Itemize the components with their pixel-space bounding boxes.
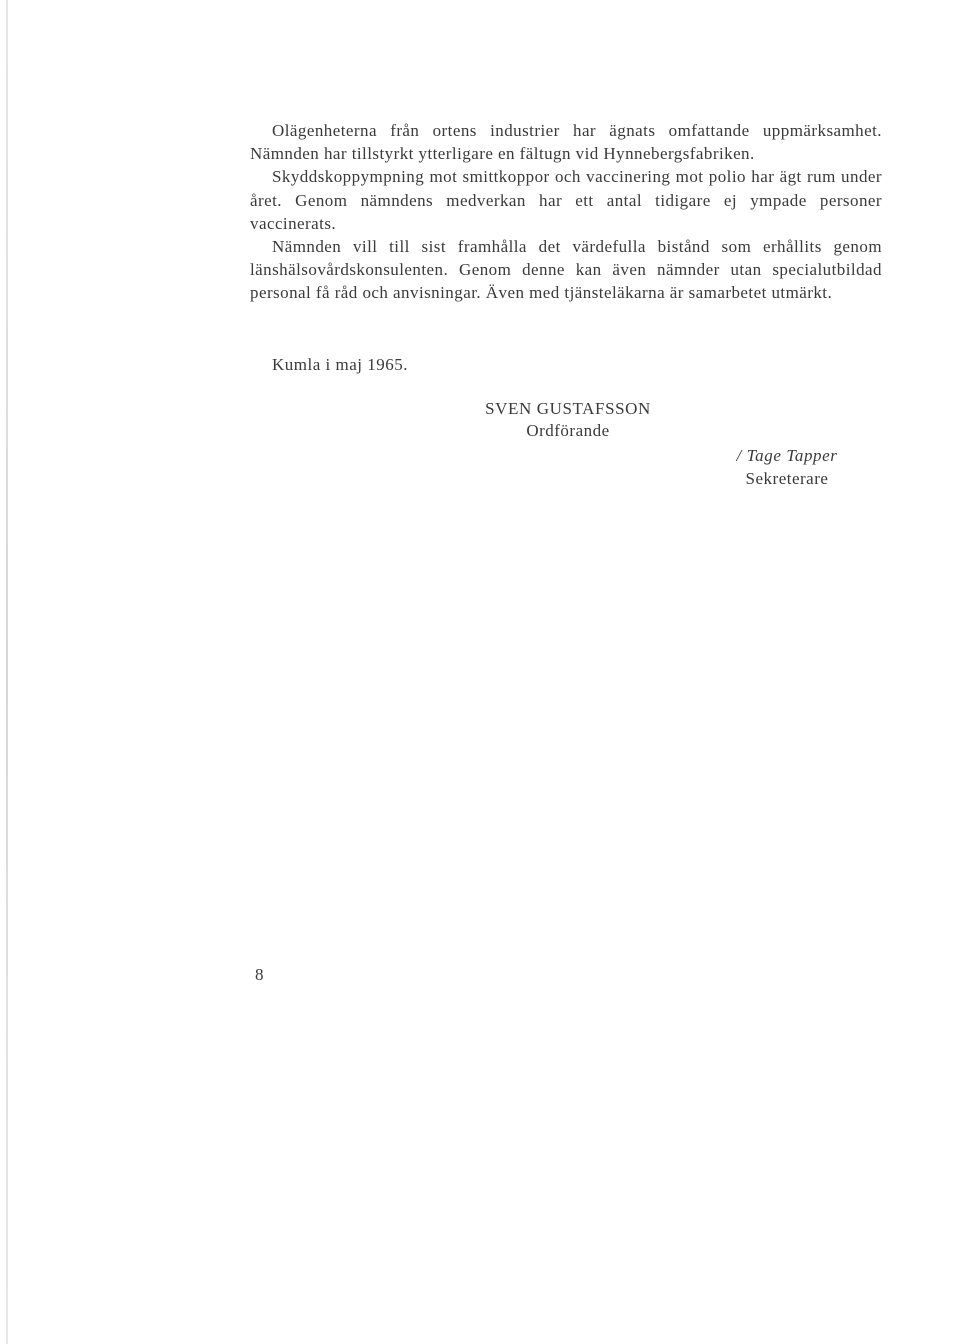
paragraph-vaccination: Skyddskoppympning mot smittkoppor och vaccinering mot polio har ägt rum under året. Genom nämndens medverkan har ett antal tidigare ej ympade personer vaccinerats. xyxy=(250,167,882,233)
chairman-name: SVEN GUSTAFSSON xyxy=(485,399,651,418)
page-number: 8 xyxy=(255,965,264,984)
paragraph-industry: Olägenheterna från ortens industrier har ägnats omfattande uppmärksamhet. Nämnden har tillstyrkt ytterligare en fältugn vid Hynnebergsfabriken. xyxy=(250,121,882,164)
secretary-signature: / Tage Tapper xyxy=(736,446,838,465)
paragraph-cooperation: Nämnden vill till sist framhålla det värdefulla bistånd som erhållits genom länshälsovårdskonsulenten. Genom denne kan även nämnder utan specialutbildad personal få råd och anvisningar. Även med tjänsteläkarna är samarbetet utmärkt. xyxy=(250,237,882,303)
secretary-title: Sekreterare xyxy=(745,469,829,488)
page-edge xyxy=(6,0,8,1344)
place-date: Kumla i maj 1965. xyxy=(272,355,408,374)
chairman-title: Ordförande xyxy=(526,421,610,440)
body-text xyxy=(250,119,882,305)
